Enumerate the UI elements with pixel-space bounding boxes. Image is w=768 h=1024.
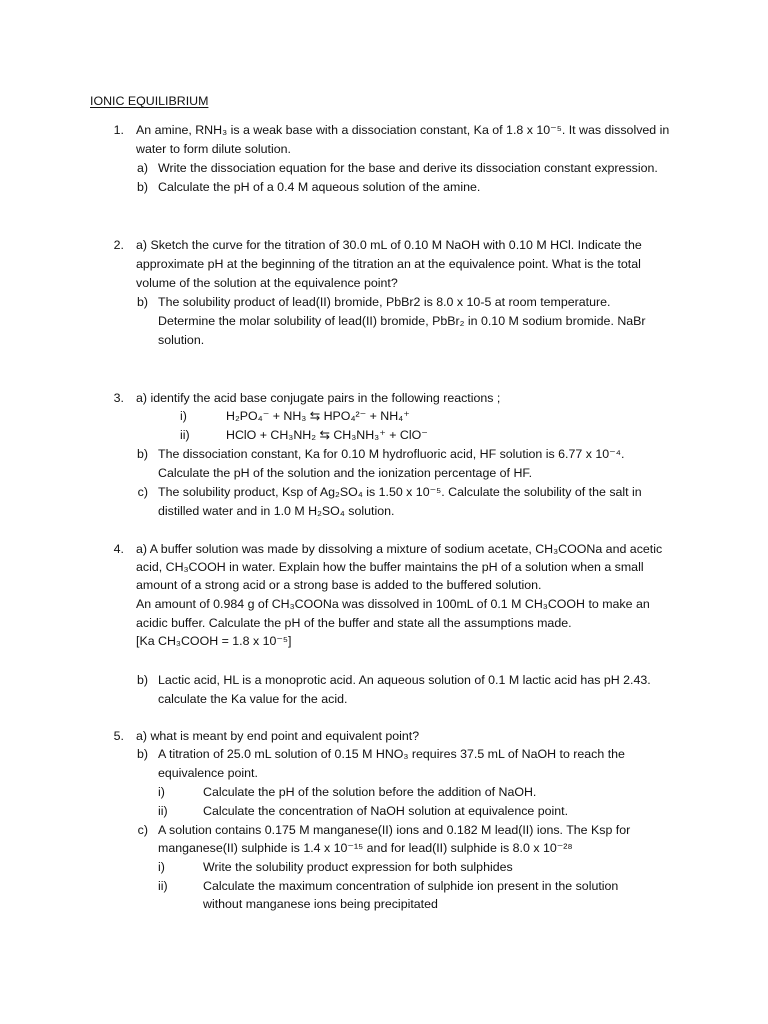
q5-c-ii-label: ii) — [158, 879, 168, 893]
q5-c-line-2: manganese(II) sulphide is 1.4 x 10⁻¹⁵ and for lead(II) sulphide is 8.0 x 10⁻²⁸ — [158, 841, 573, 855]
q3-ii-equation: HClO + CH₃NH₂ ⇆ CH₃NH₃⁺ + ClO⁻ — [226, 428, 428, 442]
q2-a-line-1: a) Sketch the curve for the titration of 30.0 mL of 0.10 M NaOH with 0.10 M HCl. Indicate the — [136, 238, 642, 252]
q4-b-line-2: calculate the Ka value for the acid. — [158, 692, 348, 706]
q5-b-ii-text: Calculate the concentration of NaOH solution at equivalence point. — [203, 804, 569, 818]
q4-number: 4. — [113, 542, 124, 556]
q3-a-line-1: a) identify the acid base conjugate pairs in the following reactions ; — [136, 391, 501, 405]
q4-a-line-4: An amount of 0.984 g of CH₃COONa was dissolved in 100mL of 0.1 M CH₃COOH to make an — [136, 597, 650, 611]
q5-number: 5. — [113, 729, 124, 743]
q5-c-ii-line-1: Calculate the maximum concentration of sulphide ion present in the solution — [203, 879, 619, 893]
q4-b-line-1: Lactic acid, HL is a monoprotic acid. An aqueous solution of 0.1 M lactic acid has pH 2.43. — [158, 673, 651, 687]
q2-a-line-2: approximate pH at the beginning of the titration an at the equivalence point. What is the total — [136, 257, 641, 271]
q3-i-equation: H₂PO₄⁻ + NH₃ ⇆ HPO₄²⁻ + NH₄⁺ — [226, 409, 410, 423]
q5-b-i-text: Calculate the pH of the solution before the addition of NaOH. — [203, 785, 537, 799]
q5-c-ii-line-2: without manganese ions being precipitated — [203, 897, 438, 911]
q5-b-line-1: A titration of 25.0 mL solution of 0.15 M HNO₃ requires 37.5 mL of NaOH to reach the — [158, 747, 625, 761]
q3-ii-label: ii) — [180, 428, 190, 442]
q1-stem-line-2: water to form dilute solution. — [136, 142, 291, 156]
q1-b-text: Calculate the pH of a 0.4 M aqueous solution of the amine. — [158, 180, 481, 194]
q3-c-line-2: distilled water and in 1.0 M H₂SO₄ solution. — [158, 504, 395, 518]
q3-c-line-1: The solubility product, Ksp of Ag₂SO₄ is 1.50 x 10⁻⁵. Calculate the solubility of the salt in — [158, 485, 642, 499]
q5-c-label: c) — [137, 823, 148, 837]
q3-i-label: i) — [180, 409, 187, 423]
q3-b-line-2: Calculate the pH of the solution and the ionization percentage of HF. — [158, 466, 533, 480]
q5-b-i-label: i) — [158, 785, 165, 799]
q5-a-line-1: a) what is meant by end point and equivalent point? — [136, 729, 420, 743]
q3-c-label: c) — [137, 485, 148, 499]
q1-a-text: Write the dissociation equation for the base and derive its dissociation constant expression. — [158, 161, 658, 175]
q1-stem-line-1: An amine, RNH₃ is a weak base with a dissociation constant, Ka of 1.8 x 10⁻⁵. It was dissolved in — [136, 123, 670, 137]
q5-b-label: b) — [136, 747, 148, 761]
q5-b-ii-label: ii) — [158, 804, 168, 818]
q3-number: 3. — [113, 391, 124, 405]
q2-b-line-1: The solubility product of lead(II) bromide, PbBr2 is 8.0 x 10-5 at room temperature. — [158, 295, 611, 309]
q5-c-line-1: A solution contains 0.175 M manganese(II) ions and 0.182 M lead(II) ions. The Ksp for — [158, 823, 631, 837]
q5-c-i-label: i) — [158, 860, 165, 874]
q4-a-line-3: amount of a strong acid or a strong base is added to the buffered solution. — [136, 578, 542, 592]
q4-a-line-6: [Ka CH₃COOH = 1.8 x 10⁻⁵] — [136, 634, 292, 648]
q2-b-line-3: solution. — [158, 333, 205, 347]
q4-a-line-2: acid, CH₃COOH in water. Explain how the buffer maintains the pH of a solution when a small — [136, 560, 644, 574]
q2-a-line-3: volume of the solution at the equivalence point? — [136, 276, 398, 290]
q3-b-label: b) — [136, 447, 148, 461]
q5-b-line-2: equivalence point. — [158, 766, 258, 780]
q1-b-label: b) — [136, 180, 148, 194]
q4-a-line-1: a) A buffer solution was made by dissolving a mixture of sodium acetate, CH₃COONa and acetic — [136, 542, 663, 556]
q4-a-line-5: acidic buffer. Calculate the pH of the buffer and state all the assumptions made. — [136, 616, 572, 630]
q3-b-line-1: The dissociation constant, Ka for 0.10 M hydrofluoric acid, HF solution is 6.77 x 10⁻⁴. — [158, 447, 625, 461]
q5-c-i-text: Write the solubility product expression for both sulphides — [203, 860, 513, 874]
q1-number: 1. — [113, 123, 124, 137]
q2-number: 2. — [113, 238, 124, 252]
q4-b-label: b) — [136, 673, 148, 687]
q1-a-label: a) — [136, 161, 148, 175]
q2-b-line-2: Determine the molar solubility of lead(II) bromide, PbBr₂ in 0.10 M sodium bromide. NaBr — [158, 314, 646, 328]
q2-b-label: b) — [136, 295, 148, 309]
document-title: IONIC EQUILIBRIUM — [90, 94, 209, 108]
